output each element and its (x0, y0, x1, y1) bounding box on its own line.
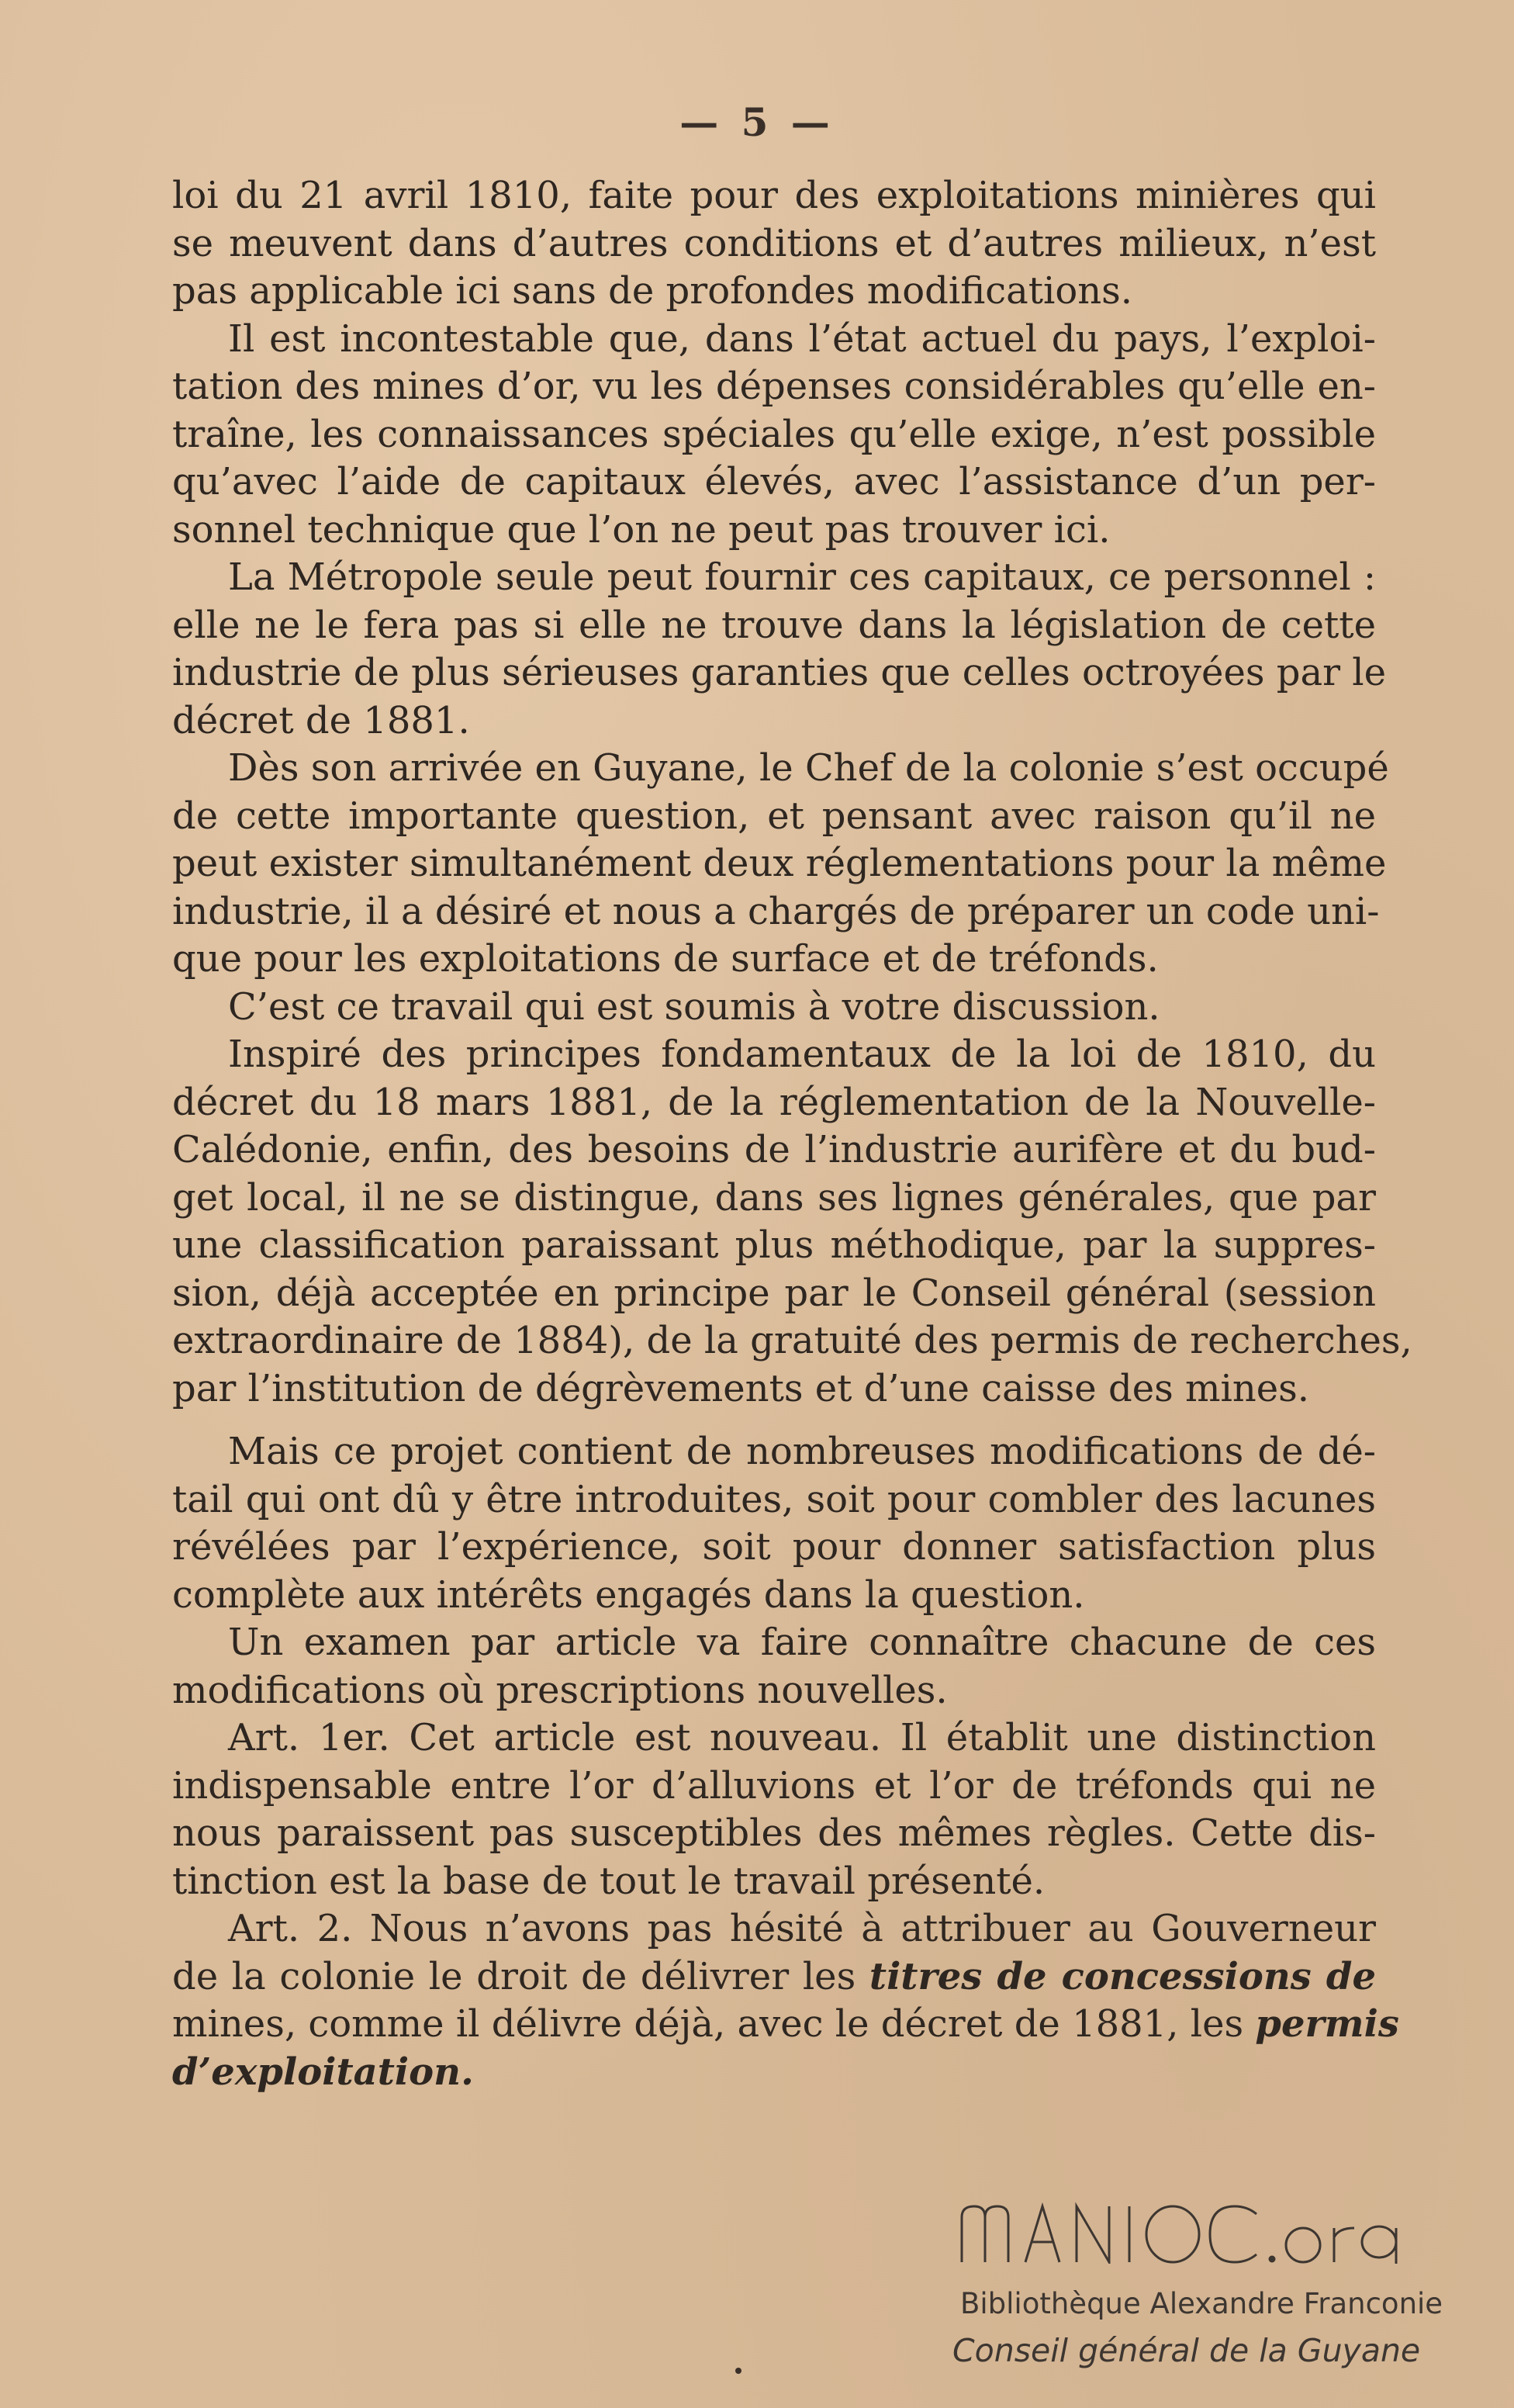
paragraph (172, 1905, 1399, 2096)
paragraph (172, 984, 1376, 1032)
council-name: Conseil général de la Guyane (952, 2332, 1421, 2369)
text-line: Il est incontestable que, dans l’état actuel du pays, l’exploi- (228, 317, 1376, 361)
text-line: Calédonie, enfin, des besoins de l’industrie aurifère et du bud- (172, 1128, 1376, 1171)
library-name: Bibliothèque Alexandre Franconie (960, 2287, 1443, 2320)
text-line: modifications où prescriptions nouvelles. (172, 1668, 948, 1712)
text-line: Art. 2. Nous n’avons pas hésité à attribuer au Gouverneur (228, 1907, 1376, 1950)
document-body (172, 172, 1412, 2096)
text-line: industrie, il a désiré et nous a chargés de préparer un code uni- (172, 889, 1380, 933)
text-line: traîne, les connaissances spéciales qu’elle exige, n’est possible (172, 412, 1376, 456)
manioc-logo (954, 2202, 1481, 2264)
paragraph (172, 554, 1387, 745)
text-line: une classification paraissant plus méthodique, par la suppres- (172, 1223, 1376, 1267)
paragraph (172, 316, 1376, 555)
text-line: décret du 18 mars 1881, de la réglementation de la Nouvelle- (172, 1080, 1376, 1124)
text-line: décret de 1881. (172, 698, 470, 742)
text-line: révélées par l’expérience, soit pour donner satisfaction plus (172, 1525, 1376, 1569)
text-line: d’exploitation. (172, 2050, 474, 2094)
text-line: La Métropole seule peut fournir ces capitaux, ce personnel : (228, 555, 1376, 599)
text-line: C’est ce travail qui est soumis à votre discussion. (228, 984, 1160, 1029)
text-line: indispensable entre l’or d’alluvions et l’or de tréfonds qui ne (172, 1763, 1376, 1808)
text-line: nous paraissent pas susceptibles des mêmes règles. Cette dis- (172, 1811, 1376, 1855)
text-line: de cette importante question, et pensant avec raison qu’il ne (172, 794, 1376, 838)
text-line: Inspiré des principes fondamentaux de la loi de 1810, du (228, 1033, 1376, 1076)
paragraph (172, 745, 1389, 984)
text-line: peut exister simultanément deux réglementations pour la même (172, 842, 1387, 885)
text-line: get local, il ne se distingue, dans ses lignes générales, que par (172, 1175, 1376, 1220)
text-line: elle ne le fera pas si elle ne trouve dans la législation de cette (172, 603, 1376, 647)
text-line: mines, comme il délivre déjà, avec le décret de 1881, les permis (172, 2002, 1399, 2046)
text-line: extraordinaire de 1884), de la gratuité des permis de recherches, (172, 1319, 1412, 1362)
text-line: tation des mines d’or, vu les dépenses considérables qu’elle en- (172, 365, 1376, 408)
text-line: se meuvent dans d’autres conditions et d’autres milieux, n’est (172, 221, 1376, 265)
paragraph (172, 1031, 1412, 1413)
page-number: — 5 — (679, 99, 835, 145)
text-line: complète aux intérêts engagés dans la question. (172, 1572, 1085, 1617)
text-line: qu’avec l’aide de capitaux élevés, avec l’assistance d’un per- (172, 460, 1376, 503)
text-line: sonnel technique que l’on ne peut pas trouver ici. (172, 507, 1111, 552)
text-line: industrie de plus sérieuses garanties que celles octroyées par le (172, 651, 1387, 694)
text-line: que pour les exploitations de surface et de tréfonds. (172, 937, 1159, 981)
text-line: sion, déjà acceptée en principe par le Conseil général (session (172, 1271, 1376, 1315)
text-line: par l’institution de dégrèvements et d’une caisse des mines. (172, 1366, 1310, 1410)
text-line: tinction est la base de tout le travail présenté. (172, 1859, 1046, 1903)
ink-speck (735, 2368, 741, 2374)
text-line: Art. 1er. Cet article est nouveau. Il établit une distinction (228, 1716, 1376, 1759)
paragraph (172, 1428, 1376, 1619)
text-line: Un examen par article va faire connaître chacune de ces (228, 1621, 1376, 1664)
text-line: de la colonie le droit de délivrer les titres de concessions de (172, 1954, 1377, 1998)
paragraph (172, 172, 1376, 316)
paragraph (172, 1714, 1376, 1905)
text-line: loi du 21 avril 1810, faite pour des exploitations minières qui (172, 174, 1376, 217)
text-line: pas applicable ici sans de profondes modifications. (172, 269, 1133, 313)
paragraph (172, 1619, 1376, 1714)
text-line: Dès son arrivée en Guyane, le Chef de la colonie s’est occupé (228, 746, 1389, 790)
text-line: tail qui ont dû y être introduites, soit pour combler des lacunes (172, 1477, 1376, 1521)
text-line: Mais ce projet contient de nombreuses modifications de dé- (228, 1430, 1376, 1473)
